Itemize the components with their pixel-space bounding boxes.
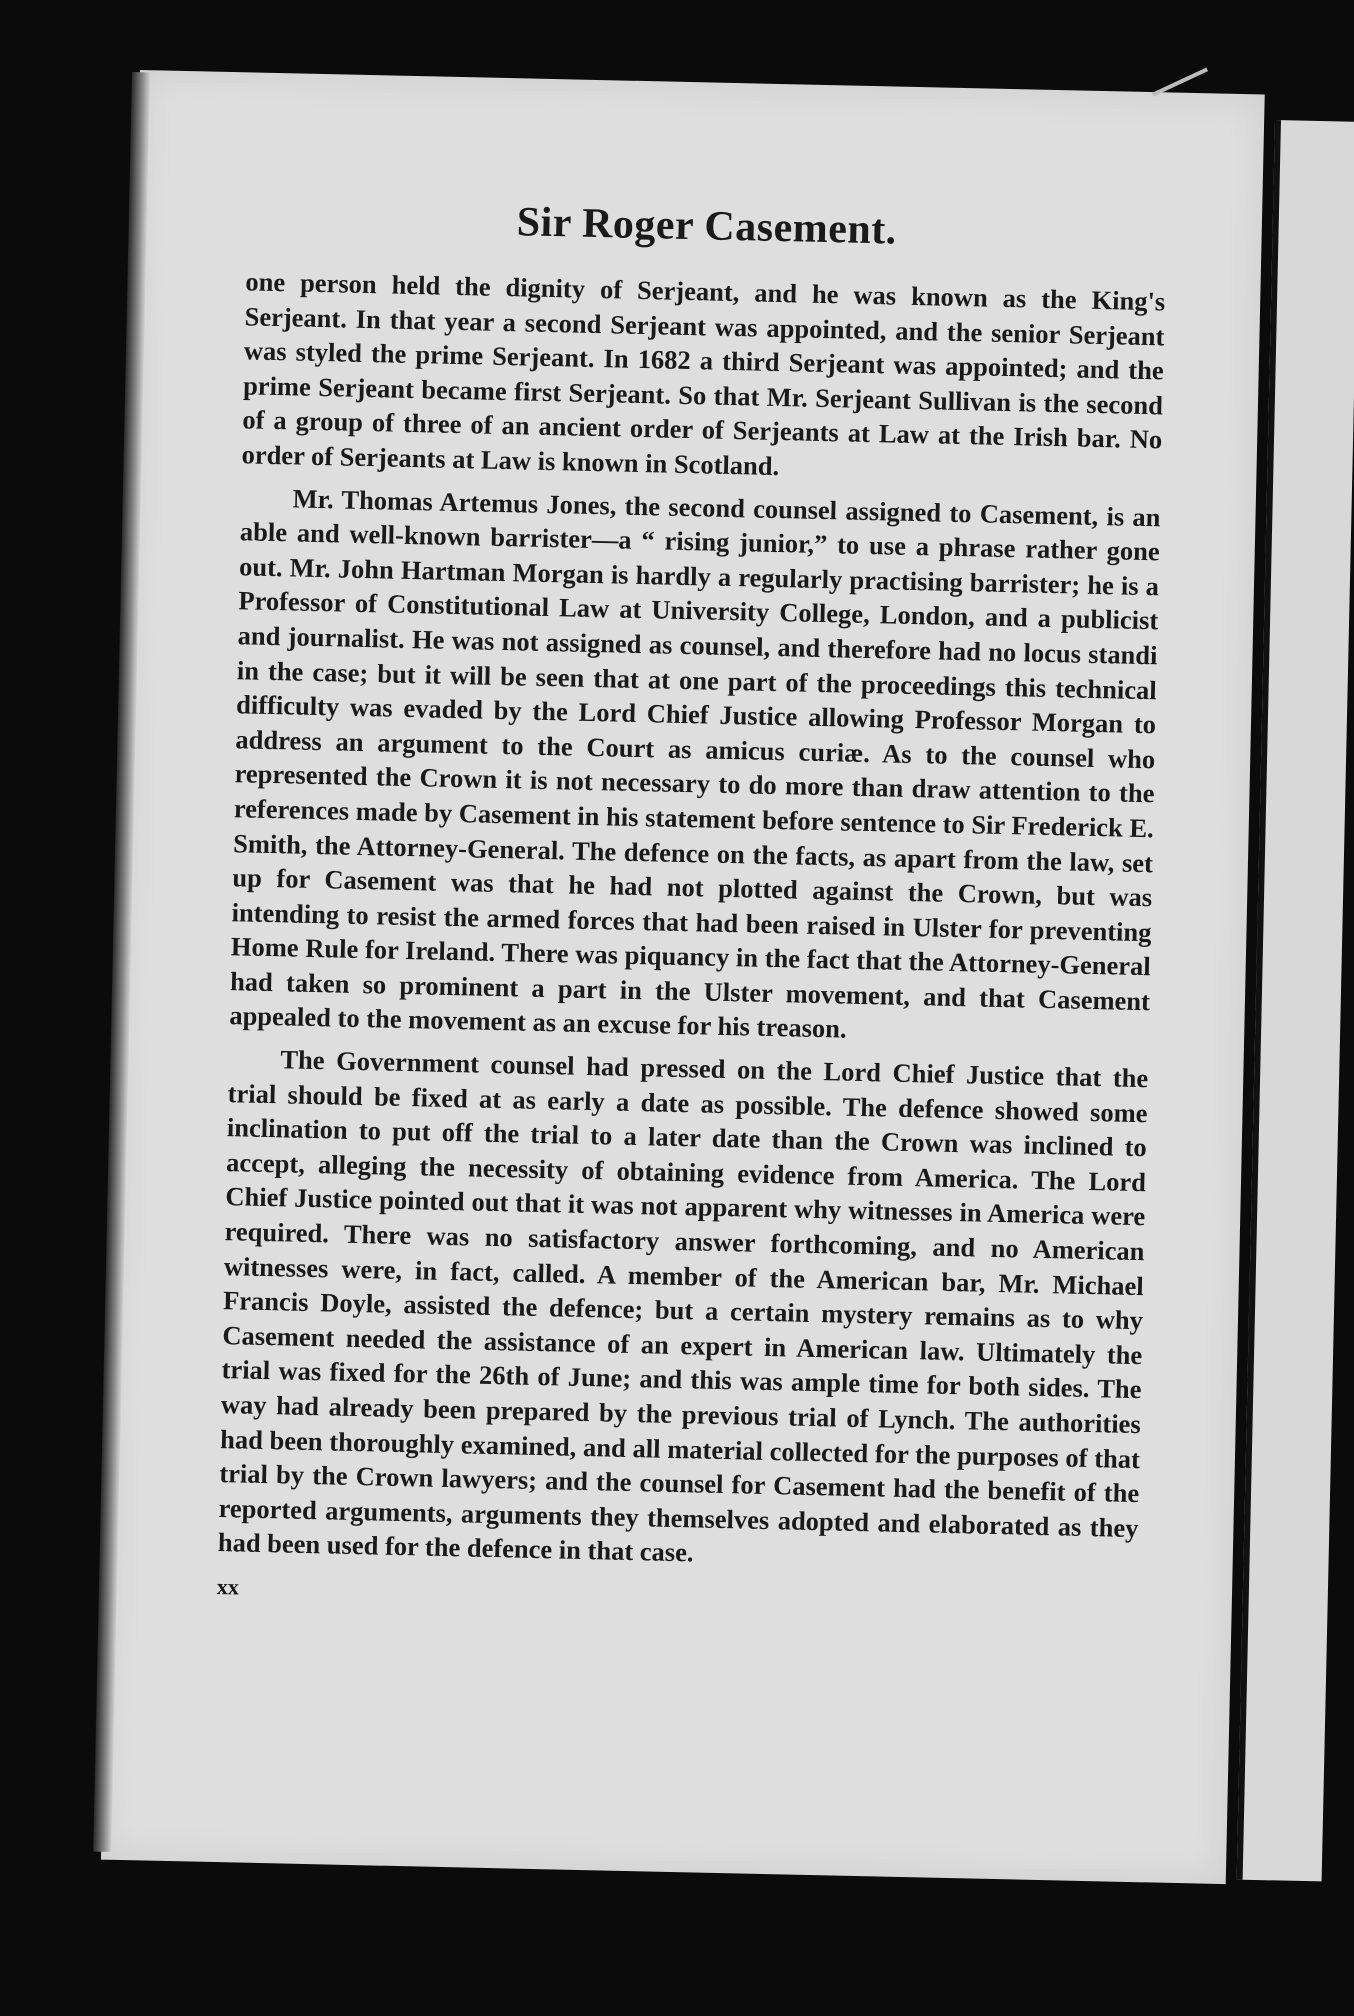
paragraph-serjeants: one person held the dignity of Serjeant, and he was known as the King's Serjeant. In that year a second Serjeant was appointed, and the senior Serjeant was styled the prime Serjeant. In 1682 a third Serjeant was appointed; and the prime Serjeant became first Serjeant. So that Mr. Serjeant Sullivan is the second of a group of three of an ancient order of Serjeants at Law at the Irish bar. No order of Serjeants at Law is known in Scotland. [241,266,1166,482]
book-page [101,70,1265,1884]
running-head: Sir Roger Casement. [516,199,898,254]
page-number: xx [216,1574,240,1600]
paragraph-trial-date: The Government counsel had pressed on the Lord Chief Justice that the trial should be fixed at as early a date as possible. The defence showed some inclination to put off the trial to a later date than the Crown was inclined to accept, alleging the necessity of obtaining evidence from America. The Lord Chief Justice pointed out that it was not apparent why witnesses in America were required. There was no satisfactory answer forthcoming, and no American witnesses were, in fact, called. A member of the American bar, Mr. Michael Francis Doyle, assisted the defence; but a certain mystery remains as to why Casement needed the assistance of an expert in American law. Ultimately the trial was fixed for the 26th of June; and this was ample time for both sides. The way had already been prepared by the previous trial of Lynch. The authorities had been thoroughly examined, and all material collected for the purposes of that trial by the Crown lawyers; and the counsel for Casement had the benefit of the reported arguments, arguments they themselves adopted and elaborated as they had been used for the defence in that case. [217,1044,1149,1568]
page-content [217,192,1167,1620]
paragraph-counsel: Mr. Thomas Artemus Jones, the second counsel assigned to Casement, is an able and well-known barrister—a “ rising junior,” to use a phrase rather gone out. Mr. John Hartman Morgan is hardly a regularly practising barrister; he is a Professor of Constitutional Law at University College, London, and a publicist and journalist. He was not assigned as counsel, and therefore had no locus standi in the case; but it will be seen that at one part of the proceedings this technical difficulty was evaded by the Lord Chief Justice allowing Professor Morgan to address an argument to the Court as amicus curiæ. As to the counsel who represented the Crown it is not necessary to do more than draw attention to the references made by Casement in his statement before sentence to Sir Frederick E. Smith, the Attorney-General. The defence on the facts, as apart from the law, set up for Casement was that he had not plotted against the Crown, but was intending to resist the armed forces that had been raised in Ulster for preventing Home Rule for Ireland. There was piquancy in the fact that the Attorney-General had taken so prominent a part in the Ulster movement, and that Casement appealed to the movement as an excuse for his treason. [229,482,1161,1045]
